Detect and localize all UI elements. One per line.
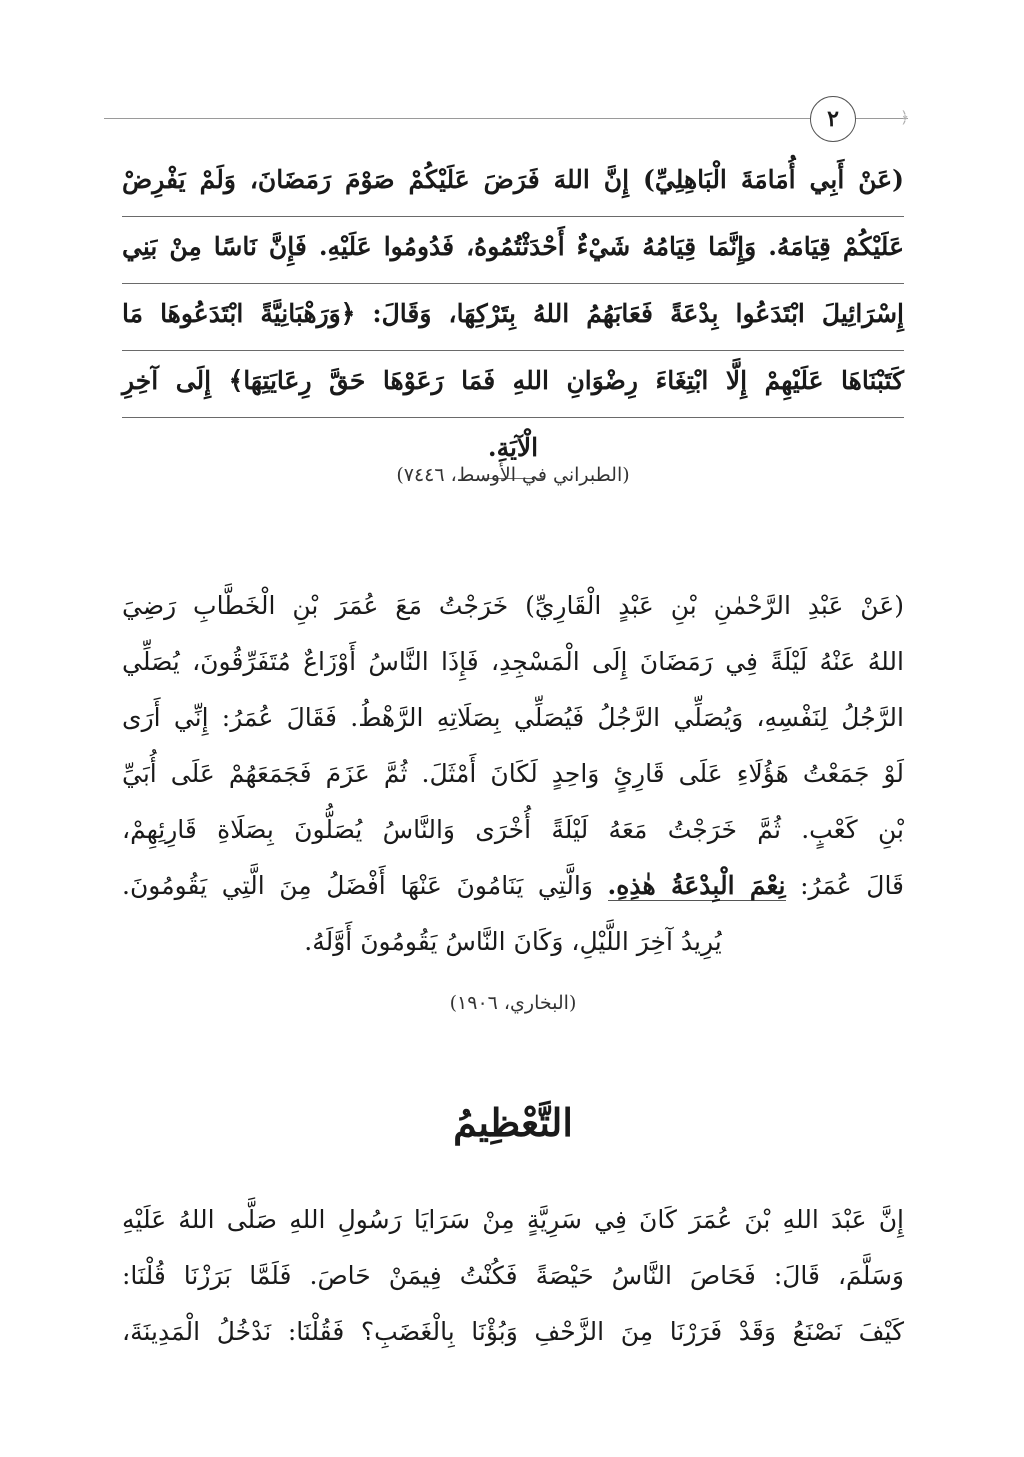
hadith-3-line: وَسَلَّمَ، قَالَ: فَحَاصَ النَّاسُ حَيْصَةً فَكُنْتُ فِيمَنْ حَاصَ. فَلَمَّا بَرَزْنَا قُلْنَا: xyxy=(122,1261,904,1290)
hadith-1-line: عَلَيْكُمْ قِيَامَهُ. وَإِنَّمَا قِيَامُهُ شَيْءٌ أَحْدَثْتُمُوهُ، فَدُومُوا عَلَيْهِ. فَإِنَّ نَاسًا مِنْ بَنِي xyxy=(122,217,904,284)
page-number: ٢ xyxy=(810,96,856,142)
hadith-3-line: إِنَّ عَبْدَ اللهِ بْنَ عُمَرَ كَانَ فِي سَرِيَّةٍ مِنْ سَرَايَا رَسُولِ اللهِ صَلَّى اللهُ عَلَيْهِ xyxy=(122,1205,904,1234)
hadith-2-line6-suffix: وَالَّتِي يَنَامُونَ عَنْهَا أَفْضَلُ مِنَ الَّتِي يَقُومُونَ. xyxy=(122,871,593,900)
hadith-2-last-line: يُرِيدُ آخِرَ اللَّيْلِ، وَكَانَ النَّاسُ يَقُومُونَ أَوَّلَهُ. xyxy=(304,927,722,956)
hadith-1-line: كَتَبْنَاهَا عَلَيْهِمْ إِلَّا ابْتِغَاءَ رِضْوَانِ اللهِ فَمَا رَعَوْهَا حَقَّ رِعَايَتِهَا﴾ إِلَى آخِرِ xyxy=(122,351,904,418)
hadith-3-line: كَيْفَ نَصْنَعُ وَقَدْ فَرَرْنَا مِنَ الزَّحْفِ وَبُؤْنَا بِالْغَضَبِ؟ فَقُلْنَا: نَدْخُلُ الْمَدِينَةَ، xyxy=(122,1317,904,1346)
hadith-2-line: (عَنْ عَبْدِ الرَّحْمٰنِ بْنِ عَبْدٍ الْقَارِيِّ) خَرَجْتُ مَعَ عُمَرَ بْنِ الْخَطَّابِ رَضِيَ xyxy=(122,591,904,620)
hadith-2-line6-prefix: قَالَ عُمَرُ: xyxy=(800,871,905,900)
hadith-2-line xyxy=(122,858,904,914)
hadith-1 xyxy=(122,150,904,478)
hadith-2-source: (البخاري، ١٩٠٦) xyxy=(449,992,577,1014)
hadith-1-last-text: الْآيَةِ. xyxy=(482,418,544,479)
section-heading: التَّعْظِيمُ xyxy=(453,1100,573,1145)
hadith-1-source: (الطبراني في الأوسط، ٧٤٤٦) xyxy=(396,464,630,486)
header-rule xyxy=(104,118,908,119)
hadith-2-line: الرَّجُلُ لِنَفْسِهِ، وَيُصَلِّي الرَّجُلُ فَيُصَلِّي بِصَلَاتِهِ الرَّهْطُ. فَقَالَ عُمَرُ: إِنِّي أَرَى xyxy=(122,703,904,732)
hadith-1-line: (عَنْ أَبِي أُمَامَةَ الْبَاهِلِيِّ) إِنَّ اللهَ فَرَضَ عَلَيْكُمْ صَوْمَ رَمَضَانَ، وَلَمْ يَفْرِضْ xyxy=(122,150,904,217)
hadith-1-line: إِسْرَائِيلَ ابْتَدَعُوا بِدْعَةً فَعَابَهُمُ اللهُ بِتَرْكِهَا، وَقَالَ: ﴿وَرَهْبَانِيَّةً ابْتَدَعُوهَا مَا xyxy=(122,284,904,351)
hadith-2-highlight: نِعْمَ الْبِدْعَةُ هٰذِهِ. xyxy=(607,871,786,900)
hadith-2-line: اللهُ عَنْهُ لَيْلَةً فِي رَمَضَانَ إِلَى الْمَسْجِدِ، فَإِذَا النَّاسُ أَوْزَاعٌ مُتَفَرِّقُونَ، يُصَلِّي xyxy=(122,647,904,676)
hadith-3 xyxy=(122,1192,904,1360)
hadith-2-line: بْنِ كَعْبٍ. ثُمَّ خَرَجْتُ مَعَهُ لَيْلَةً أُخْرَى وَالنَّاسُ يُصَلُّونَ بِصَلَاةِ قَارِئِهِمْ، xyxy=(122,815,905,844)
hadith-2-line: لَوْ جَمَعْتُ هَؤُلَاءِ عَلَى قَارِئٍ وَاحِدٍ لَكَانَ أَمْثَلَ. ثُمَّ عَزَمَ فَجَمَعَهُمْ عَلَى أُبَيِّ xyxy=(122,759,904,788)
hadith-2 xyxy=(122,578,904,970)
header-ornament: ﴿ xyxy=(900,108,910,127)
